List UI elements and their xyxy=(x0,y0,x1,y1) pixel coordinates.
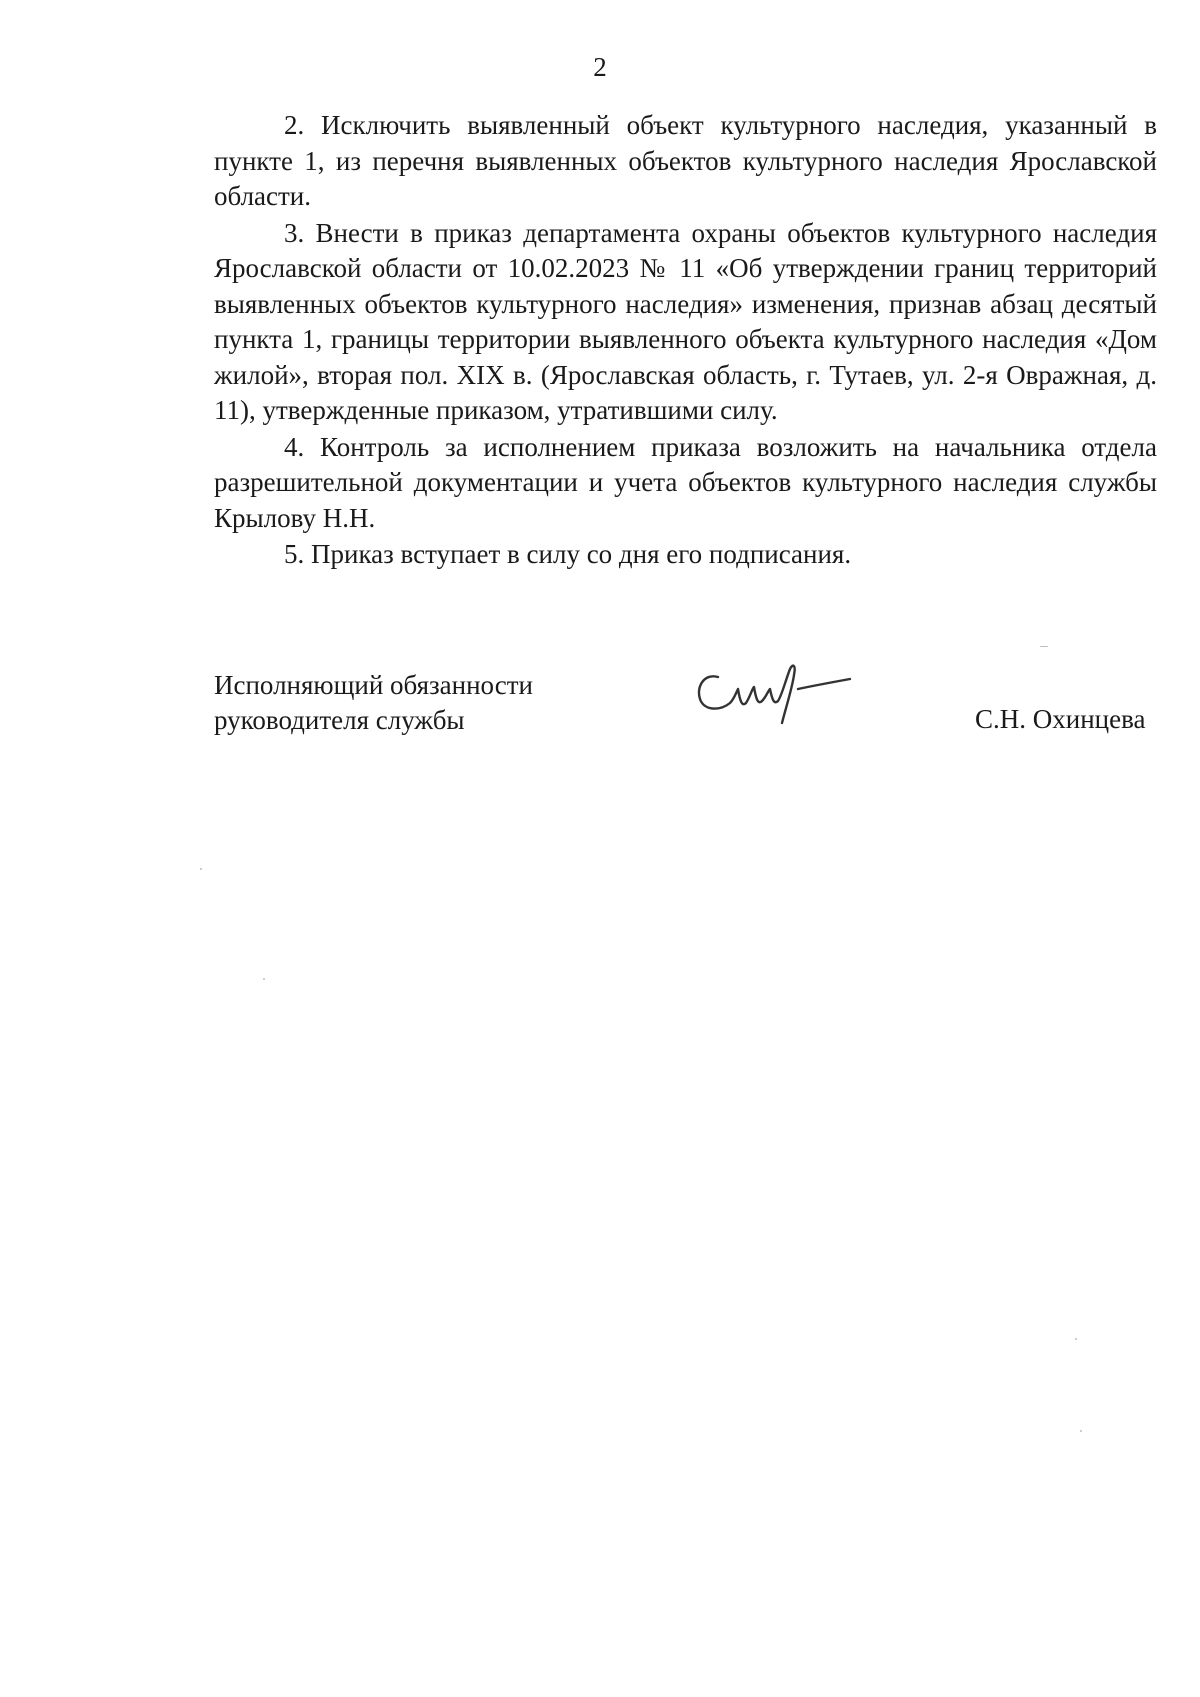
signatory-position-line-2: руководителя службы xyxy=(214,705,465,735)
scan-speck xyxy=(263,978,265,980)
handwritten-signature xyxy=(690,655,860,735)
paragraph-5: 5. Приказ вступает в силу со дня его подписания. xyxy=(284,539,852,569)
scan-speck xyxy=(1075,1338,1077,1340)
paragraph-4: 4. Контроль за исполнением приказа возложить на начальника отдела разрешительной документации и учета объектов культурного наследия службы Крылову Н.Н. xyxy=(214,431,1157,533)
signatory-position-line-1: Исполняющий обязанности xyxy=(214,670,533,700)
paragraph-2: 2. Исключить выявленный объект культурного наследия, указанный в пункте 1, из перечня выявленных объектов культурного наследия Ярославской области. xyxy=(214,110,1157,211)
document-body xyxy=(214,108,1157,574)
paragraph-3: 3. Внести в приказ департамента охраны объектов культурного наследия Ярославской области от 10.02.2023 № 11 «Об утверждении границ территорий выявленных объектов культурного наследия» изменения, признав абзац десятый пункта 1, границы территории выявленного объекта культурного наследия «Дом жилой», вторая пол. XIX в. (Ярославская область, г. Тутаев, ул. 2-я Овражная, д. 11), утвержденные приказом, утратившими силу. xyxy=(214,217,1157,425)
scan-speck xyxy=(1040,646,1048,647)
scan-speck xyxy=(200,868,202,870)
page-number: 2 xyxy=(593,52,607,82)
signatory-name: С.Н. Охинцева xyxy=(975,704,1146,734)
scan-speck xyxy=(1080,1430,1082,1432)
signatory-position xyxy=(214,668,533,738)
